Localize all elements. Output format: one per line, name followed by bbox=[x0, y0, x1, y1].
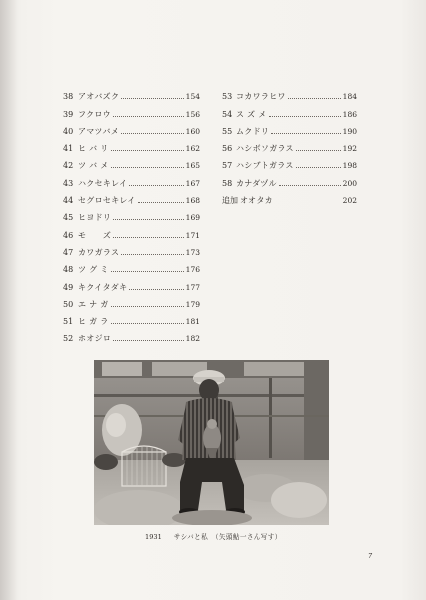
toc-entry-name: ハシボソガラス bbox=[236, 144, 294, 154]
toc-entry-page: 179 bbox=[185, 299, 200, 309]
toc-leader-dots bbox=[121, 133, 184, 134]
toc-entry bbox=[63, 119, 200, 136]
toc-entry-number: 53 bbox=[222, 92, 233, 102]
toc-entry-name: コカワラヒワ bbox=[236, 92, 286, 102]
photo-caption bbox=[145, 531, 335, 541]
toc-entry bbox=[222, 170, 357, 187]
toc-entry-name: アオバズク bbox=[78, 92, 120, 102]
toc-entry-name: モ ズ bbox=[78, 230, 112, 240]
toc-left-column bbox=[63, 84, 200, 343]
toc-entry-page: 173 bbox=[185, 247, 200, 257]
toc-entry-page: 156 bbox=[185, 109, 200, 119]
toc-entry-number: 44 bbox=[63, 196, 74, 206]
toc-leader-dots bbox=[113, 237, 183, 238]
toc-entry-name: ツ グ ミ bbox=[78, 265, 109, 275]
toc-entry-page: 202 bbox=[342, 196, 357, 206]
toc-leader-dots bbox=[111, 271, 184, 272]
toc-leader-dots bbox=[288, 98, 341, 99]
toc-leader-dots bbox=[129, 289, 183, 290]
toc-entry-page: 184 bbox=[342, 92, 357, 102]
toc-entry-page: 169 bbox=[185, 213, 200, 223]
toc-entry-name: セグロセキレイ bbox=[78, 196, 136, 206]
toc-entry-name: ス ズ メ bbox=[236, 109, 267, 119]
toc-leader-dots bbox=[111, 323, 184, 324]
toc-entry-name: ムクドリ bbox=[236, 126, 270, 136]
toc-entry bbox=[222, 84, 357, 101]
toc-entry-page: 200 bbox=[342, 178, 357, 188]
toc-entry-page: 190 bbox=[342, 126, 357, 136]
toc-leader-dots bbox=[296, 150, 341, 151]
toc-entry-number: 49 bbox=[63, 282, 74, 292]
toc-entry-number: 46 bbox=[63, 230, 74, 240]
toc-leader-dots bbox=[129, 185, 183, 186]
toc-leader-dots bbox=[113, 116, 184, 117]
toc-entry bbox=[63, 326, 200, 343]
toc-entry-number: 57 bbox=[222, 161, 233, 171]
toc-entry-number: 40 bbox=[63, 126, 74, 136]
toc-entry-name: エ ナ ガ bbox=[78, 299, 109, 309]
toc-entry-name: アマツバメ bbox=[78, 126, 120, 136]
toc-entry-page: 168 bbox=[185, 196, 200, 206]
toc-entry bbox=[63, 274, 200, 291]
toc-entry-number: 58 bbox=[222, 178, 233, 188]
toc-entry-number: 41 bbox=[63, 144, 74, 154]
toc-entry bbox=[63, 309, 200, 326]
toc-leader-dots bbox=[113, 340, 183, 341]
toc-entry-page: 167 bbox=[185, 178, 200, 188]
caption-year: 1931 bbox=[145, 533, 162, 541]
toc-leader-dots bbox=[111, 167, 184, 168]
toc-entry-name: ツ バ メ bbox=[78, 161, 109, 171]
toc-right-column bbox=[222, 84, 357, 205]
photograph bbox=[94, 360, 329, 525]
toc-entry-name: オオタカ bbox=[240, 196, 273, 206]
toc-entry bbox=[63, 188, 200, 205]
toc-entry-name: ヒ バ リ bbox=[78, 144, 109, 154]
toc-entry-name: フクロウ bbox=[78, 109, 111, 119]
toc-entry-page: 177 bbox=[185, 282, 200, 292]
toc-entry-number: 39 bbox=[63, 109, 74, 119]
toc-entry bbox=[63, 101, 200, 118]
toc-entry-number: 48 bbox=[63, 265, 74, 275]
toc-leader-dots bbox=[296, 167, 341, 168]
toc-leader-dots bbox=[113, 219, 183, 220]
toc-entry-number: 54 bbox=[222, 109, 233, 119]
toc-entry-number: 追加 bbox=[222, 196, 238, 206]
toc-entry-page: 182 bbox=[185, 334, 200, 344]
toc-entry-number: 50 bbox=[63, 299, 74, 309]
toc-entry bbox=[222, 101, 357, 118]
toc-leader-dots bbox=[269, 116, 341, 117]
page-number: 7 bbox=[368, 552, 373, 560]
toc-entry bbox=[63, 240, 200, 257]
toc-entry-number: 38 bbox=[63, 92, 74, 102]
toc-entry-page: 181 bbox=[185, 317, 200, 327]
toc-entry bbox=[222, 188, 357, 205]
toc-entry-number: 56 bbox=[222, 144, 233, 154]
toc-entry-number: 47 bbox=[63, 247, 74, 257]
toc-entry bbox=[63, 170, 200, 187]
toc-entry-name: ヒヨドリ bbox=[78, 213, 112, 223]
toc-entry-page: 176 bbox=[185, 265, 200, 275]
toc-entry-name: カワガラス bbox=[78, 247, 120, 257]
toc-entry bbox=[63, 292, 200, 309]
toc-entry-page: 192 bbox=[342, 144, 357, 154]
toc-leader-dots bbox=[121, 254, 183, 255]
toc-entry bbox=[63, 84, 200, 101]
toc-entry bbox=[63, 136, 200, 153]
toc-entry bbox=[222, 153, 357, 170]
toc-entry-name: ヒ ガ ラ bbox=[78, 317, 109, 327]
toc-entry bbox=[222, 119, 357, 136]
toc-leader-dots bbox=[138, 202, 184, 203]
toc-entry-page: 171 bbox=[185, 230, 200, 240]
caption-text: サシバと私 （矢頭鮎一さん写す） bbox=[173, 533, 282, 541]
toc-entry-name: カナダヅル bbox=[236, 178, 277, 188]
toc-entry-number: 42 bbox=[63, 161, 74, 171]
gutter-shadow bbox=[0, 0, 18, 600]
toc-entry-name: ハシブトガラス bbox=[236, 161, 294, 171]
toc-entry-page: 198 bbox=[342, 161, 357, 171]
toc-leader-dots bbox=[271, 133, 340, 134]
toc-entry-page: 162 bbox=[185, 144, 200, 154]
toc-entry bbox=[63, 222, 200, 239]
toc-entry-page: 154 bbox=[185, 92, 200, 102]
toc-entry bbox=[63, 153, 200, 170]
photo-man-with-hawk bbox=[94, 360, 329, 525]
toc-entry-number: 52 bbox=[63, 334, 74, 344]
toc-leader-dots bbox=[111, 306, 184, 307]
toc-entry bbox=[63, 257, 200, 274]
toc-entry-number: 43 bbox=[63, 178, 74, 188]
toc-entry-name: キクイタダキ bbox=[78, 282, 128, 292]
toc-entry-name: ホオジロ bbox=[78, 334, 112, 344]
toc-entry-number: 45 bbox=[63, 213, 74, 223]
toc-entry bbox=[63, 205, 200, 222]
toc-leader-dots bbox=[111, 150, 184, 151]
toc-entry-number: 51 bbox=[63, 317, 74, 327]
toc-entry-number: 55 bbox=[222, 126, 233, 136]
toc-entry-page: 186 bbox=[342, 109, 357, 119]
toc-entry-page: 160 bbox=[185, 126, 200, 136]
toc-entry-name: ハクセキレイ bbox=[78, 178, 128, 188]
toc-leader-dots bbox=[279, 185, 341, 186]
toc-leader-dots bbox=[121, 98, 183, 99]
toc-entry bbox=[222, 136, 357, 153]
toc-entry-page: 165 bbox=[185, 161, 200, 171]
